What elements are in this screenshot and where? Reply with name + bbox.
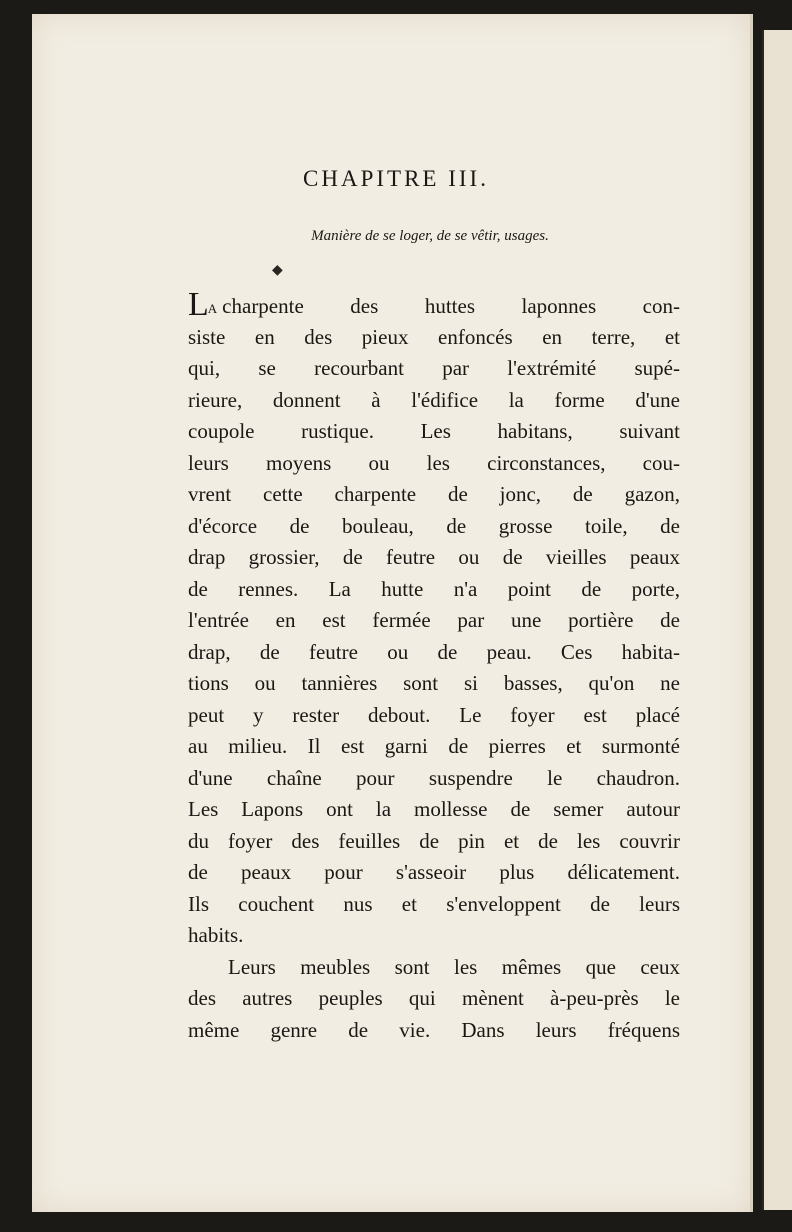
text-line: coupole rustique. Les habitans, suivant: [188, 419, 680, 443]
text-line: leurs moyens ou les circonstances, cou-: [188, 450, 680, 475]
text-line: drap, de feutre ou de peau. Ces habita-: [188, 639, 680, 664]
text-line: Leurs meubles sont les mêmes que ceux: [228, 954, 680, 979]
drop-cap: L: [188, 290, 208, 322]
text-line-first: [188, 290, 680, 322]
text-line: vrent cette charpente de jonc, de gazon,: [188, 482, 680, 506]
text-line: d'écorce de bouleau, de grosse toile, de: [188, 513, 680, 538]
text-line: d'une chaîne pour suspendre le chaudron.: [188, 765, 680, 790]
chapter-title: CHAPITRE III.: [303, 166, 489, 191]
ornament-icon: ◆: [272, 263, 283, 278]
first-line-text: charpente des huttes laponnes con-: [222, 294, 680, 318]
text-line: peut y rester debout. Le foyer est placé: [188, 702, 680, 727]
text-line: de peaux pour s'asseoir plus délicatement.: [188, 860, 680, 884]
chapter-subtitle: Manière de se loger, de se vêtir, usages.: [311, 228, 549, 244]
text-line: siste en des pieux enfoncés en terre, et: [188, 324, 680, 349]
text-line: du foyer des feuilles de pin et de les couvrir: [188, 828, 680, 853]
text-line: l'entrée en est fermée par une portière de: [188, 608, 680, 632]
text-line: même genre de vie. Dans leurs fréquens: [188, 1017, 680, 1042]
text-line: drap grossier, de feutre ou de vieilles peaux: [188, 545, 680, 569]
text-line: rieure, donnent à l'édifice la forme d'une: [188, 387, 680, 412]
text-line: de rennes. La hutte n'a point de porte,: [188, 576, 680, 601]
text-line: qui, se recourbant par l'extrémité supé-: [188, 356, 680, 380]
body-text: [188, 290, 680, 1046]
text-line: des autres peuples qui mènent à-peu-près le: [188, 986, 680, 1010]
text-line: tions ou tannières sont si basses, qu'on ne: [188, 671, 680, 695]
text-line: au milieu. Il est garni de pierres et surmonté: [188, 734, 680, 758]
adjacent-page-edge: [762, 30, 792, 1210]
text-line: habits.: [188, 923, 244, 947]
text-line: Ils couchent nus et s'enveloppent de leurs: [188, 891, 680, 916]
text-line: Les Lapons ont la mollesse de semer autour: [188, 797, 680, 821]
small-cap: A: [207, 301, 219, 316]
